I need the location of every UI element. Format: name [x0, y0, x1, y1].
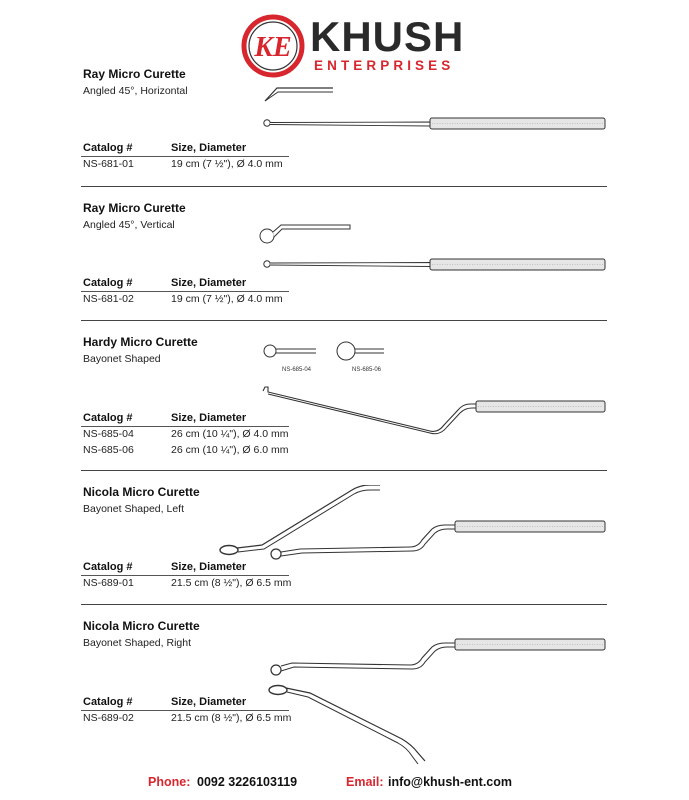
section-divider: [81, 604, 607, 605]
ray-horizontal-curette-illustration: [0, 67, 689, 202]
size-header: Size, Diameter: [171, 561, 247, 573]
size-value: 21.5 cm (8 ½"), Ø 6.5 mm: [171, 577, 292, 589]
catalog-number: NS-681-01: [83, 158, 134, 170]
product-subtitle: Bayonet Shaped, Left: [83, 503, 184, 515]
section-divider: [81, 320, 607, 321]
product-subtitle: Angled 45°, Vertical: [83, 219, 175, 231]
size-header: Size, Diameter: [171, 142, 247, 154]
email-label: Email:: [346, 775, 384, 789]
catalog-number: NS-685-04: [83, 428, 134, 440]
size-value: 19 cm (7 ½"), Ø 4.0 mm: [171, 293, 283, 305]
tip-label-ns-685-04: NS-685-04: [282, 367, 312, 373]
logo-name: KHUSH: [310, 13, 465, 60]
size-header: Size, Diameter: [171, 277, 247, 289]
product-title: Ray Micro Curette: [83, 201, 186, 215]
table-header-divider: [81, 426, 289, 427]
product-subtitle: Bayonet Shaped: [83, 353, 161, 365]
nicola-left-curette-illustration: [0, 485, 689, 620]
phone-number: 0092 3226103119: [197, 775, 298, 789]
product-subtitle: Bayonet Shaped, Right: [83, 637, 191, 649]
product-subtitle: Angled 45°, Horizontal: [83, 85, 188, 97]
catalog-number: NS-689-01: [83, 577, 134, 589]
size-value: 21.5 cm (8 ½"), Ø 6.5 mm: [171, 712, 292, 724]
catalog-number: NS-685-06: [83, 444, 134, 456]
phone-label: Phone:: [148, 775, 191, 789]
catalog-header: Catalog #: [83, 142, 133, 154]
table-header-divider: [81, 291, 289, 292]
product-nicola-right: [0, 619, 689, 769]
size-header: Size, Diameter: [171, 412, 247, 424]
product-ray-horizontal: [0, 67, 689, 202]
size-value: 26 cm (10 ¼"), Ø 6.0 mm: [171, 444, 289, 456]
catalog-header: Catalog #: [83, 561, 133, 573]
table-header-divider: [81, 710, 289, 711]
product-title: Hardy Micro Curette: [83, 335, 198, 349]
logo-monogram-text: KE: [254, 32, 292, 63]
section-divider: [81, 186, 607, 187]
nicola-right-curette-illustration: [0, 619, 689, 769]
size-value: 26 cm (10 ¼"), Ø 4.0 mm: [171, 428, 289, 440]
product-nicola-left: [0, 485, 689, 620]
contact-footer: [0, 775, 689, 791]
logo-subtitle: ENTERPRISES: [314, 58, 455, 73]
product-ray-vertical: [0, 201, 689, 336]
catalog-header: Catalog #: [83, 277, 133, 289]
catalog-header: Catalog #: [83, 412, 133, 424]
section-divider: [81, 470, 607, 471]
product-title: Ray Micro Curette: [83, 67, 186, 81]
size-header: Size, Diameter: [171, 696, 247, 708]
table-header-divider: [81, 156, 289, 157]
tip-label-ns-685-06: NS-685-06: [352, 367, 382, 373]
email-address: info@khush-ent.com: [388, 775, 512, 789]
size-value: 19 cm (7 ½"), Ø 4.0 mm: [171, 158, 283, 170]
catalog-number: NS-689-02: [83, 712, 134, 724]
product-title: Nicola Micro Curette: [83, 485, 200, 499]
catalog-header: Catalog #: [83, 696, 133, 708]
product-hardy: [0, 335, 689, 470]
ray-vertical-curette-illustration: [0, 201, 689, 336]
catalog-number: NS-681-02: [83, 293, 134, 305]
product-title: Nicola Micro Curette: [83, 619, 200, 633]
table-header-divider: [81, 575, 289, 576]
